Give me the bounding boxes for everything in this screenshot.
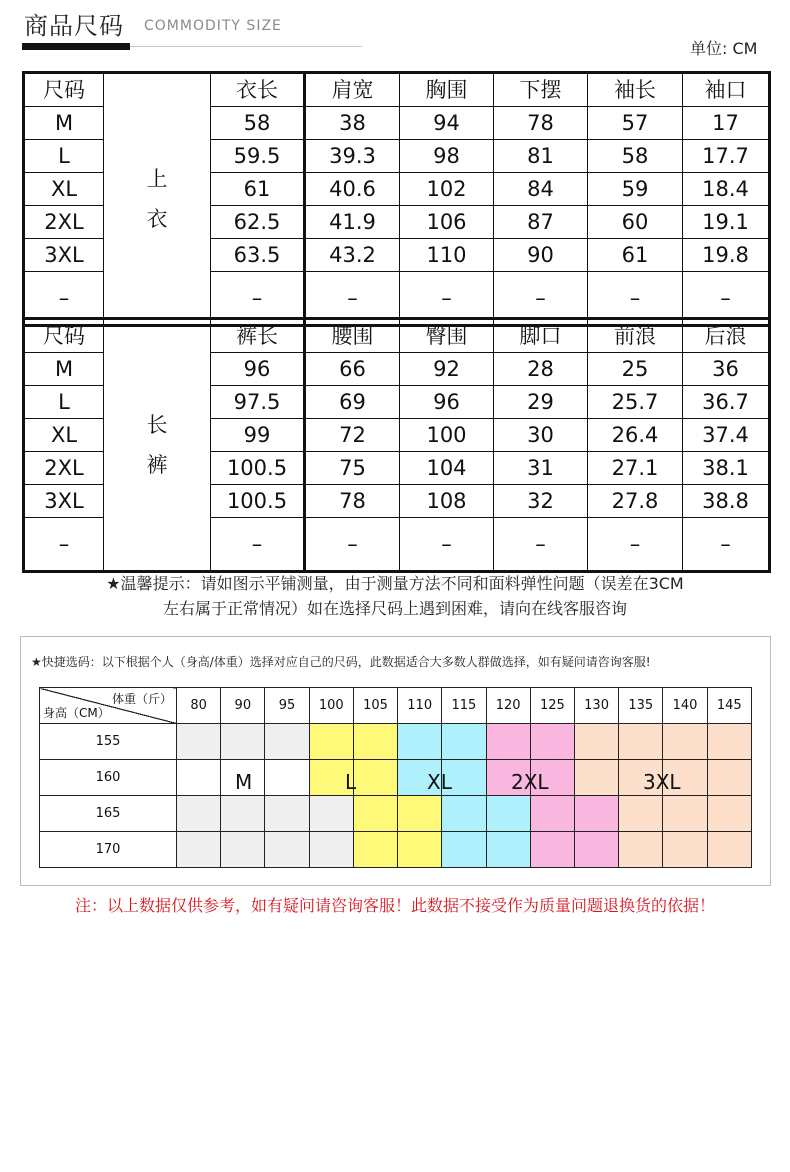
grid-cell (353, 832, 397, 868)
value-cell: – (305, 518, 400, 572)
grid-cell (707, 796, 751, 832)
value-cell: – (683, 272, 770, 326)
weight-axis-label: 体重（斤） (111, 692, 172, 706)
value-cell: 26.4 (588, 419, 683, 452)
size-cell: 2XL (24, 452, 104, 485)
category-char: 上 (146, 167, 168, 191)
tip-line-1: ★温馨提示：请如图示平铺测量，由于测量方法不同和面料弹性问题（误差在3CM (106, 574, 684, 593)
weight-header-cell: 135 (619, 688, 663, 724)
grid-cell (177, 796, 221, 832)
tip-line-2: 左右属于正常情况）如在选择尺码上遇到困难，请向在线客服咨询 (162, 599, 627, 618)
page-subtitle: COMMODITY SIZE (144, 18, 282, 34)
weight-header-cell: 100 (309, 688, 353, 724)
grid-cell (486, 832, 530, 868)
size-column-header: 尺码 (24, 319, 104, 353)
grid-cell (574, 760, 618, 796)
size-cell: M (24, 107, 104, 140)
corner-cell (40, 688, 177, 724)
grid-cell (353, 796, 397, 832)
size-cell: XL (24, 173, 104, 206)
weight-header-cell: 110 (398, 688, 442, 724)
weight-header-cell: 80 (177, 688, 221, 724)
category-cell (104, 319, 211, 572)
category-char: 裤 (146, 453, 168, 477)
page-title: 商品尺码 (24, 12, 124, 40)
weight-header-cell: 130 (574, 688, 618, 724)
grid-cell (398, 832, 442, 868)
value-cell: 36 (683, 353, 770, 386)
table-header-row (24, 73, 770, 107)
height-header-cell: 170 (40, 832, 177, 868)
column-header: 袖口 (683, 73, 770, 107)
value-cell: 36.7 (683, 386, 770, 419)
column-header: 衣长 (211, 73, 305, 107)
value-cell: 72 (305, 419, 400, 452)
value-cell: 78 (494, 107, 588, 140)
grid-cell (177, 760, 221, 796)
disclaimer-note: 注：以上数据仅供参考，如有疑问请咨询客服！此数据不接受作为质量问题退换货的依据！ (74, 896, 715, 915)
value-cell: 32 (494, 485, 588, 518)
height-row (40, 832, 752, 868)
value-cell: 106 (400, 206, 494, 239)
height-axis-label: 身高（CM） (43, 706, 110, 720)
grid-cell (663, 796, 707, 832)
value-cell: 30 (494, 419, 588, 452)
value-cell: 92 (400, 353, 494, 386)
value-cell: 100.5 (211, 485, 305, 518)
grid-cell (619, 796, 663, 832)
column-header: 袖长 (588, 73, 683, 107)
value-cell: 29 (494, 386, 588, 419)
column-header: 臀围 (400, 319, 494, 353)
top-size-table (22, 71, 771, 327)
size-cell: L (24, 386, 104, 419)
grid-cell (707, 724, 751, 760)
value-cell: 19.1 (683, 206, 770, 239)
size-cell: 3XL (24, 485, 104, 518)
column-header: 胸围 (400, 73, 494, 107)
value-cell: 38.1 (683, 452, 770, 485)
grid-cell (707, 760, 751, 796)
column-header: 腰围 (305, 319, 400, 353)
value-cell: 59.5 (211, 140, 305, 173)
grid-cell (574, 724, 618, 760)
grid-cell (663, 832, 707, 868)
grid-cell (530, 724, 574, 760)
value-cell: 17.7 (683, 140, 770, 173)
value-cell: 61 (588, 239, 683, 272)
value-cell: – (211, 272, 305, 326)
value-cell: 18.4 (683, 173, 770, 206)
value-cell: 96 (211, 353, 305, 386)
value-cell: 63.5 (211, 239, 305, 272)
value-cell: – (588, 518, 683, 572)
weight-header-cell: 125 (530, 688, 574, 724)
size-label-m: M (235, 770, 253, 794)
grid-cell (177, 832, 221, 868)
value-cell: 84 (494, 173, 588, 206)
grid-cell (442, 724, 486, 760)
category-char: 长 (146, 413, 168, 437)
grid-cell (442, 832, 486, 868)
value-cell: – (494, 518, 588, 572)
grid-cell (574, 832, 618, 868)
value-cell: – (494, 272, 588, 326)
value-cell: 100.5 (211, 452, 305, 485)
quick-size-note: ★快捷选码：以下根据个人（身高/体重）选择对应自己的尺码，此数据适合大多数人群做选择，如有疑问请咨询客服! (31, 655, 651, 669)
size-cell: M (24, 353, 104, 386)
height-header-cell: 155 (40, 724, 177, 760)
value-cell: 28 (494, 353, 588, 386)
value-cell: 62.5 (211, 206, 305, 239)
value-cell: 59 (588, 173, 683, 206)
value-cell: 19.8 (683, 239, 770, 272)
weight-header-cell: 120 (486, 688, 530, 724)
value-cell: 31 (494, 452, 588, 485)
grid-cell (221, 724, 265, 760)
value-cell: 75 (305, 452, 400, 485)
value-cell: 40.6 (305, 173, 400, 206)
column-header: 脚口 (494, 319, 588, 353)
value-cell: 60 (588, 206, 683, 239)
column-header: 后浪 (683, 319, 770, 353)
weight-header-cell: 115 (442, 688, 486, 724)
value-cell: 94 (400, 107, 494, 140)
value-cell: 66 (305, 353, 400, 386)
grid-cell (707, 832, 751, 868)
value-cell: 81 (494, 140, 588, 173)
value-cell: 108 (400, 485, 494, 518)
value-cell: 43.2 (305, 239, 400, 272)
column-header: 前浪 (588, 319, 683, 353)
weight-header-cell: 145 (707, 688, 751, 724)
size-cell: 2XL (24, 206, 104, 239)
value-cell: 97.5 (211, 386, 305, 419)
value-cell: 37.4 (683, 419, 770, 452)
grid-cell (663, 724, 707, 760)
size-cell: XL (24, 419, 104, 452)
grid-cell (486, 796, 530, 832)
size-cell: – (24, 518, 104, 572)
category-char: 衣 (146, 207, 168, 231)
grid-cell (177, 724, 221, 760)
title-underline-bar (22, 43, 130, 50)
value-cell: 17 (683, 107, 770, 140)
value-cell: 104 (400, 452, 494, 485)
grid-cell (398, 724, 442, 760)
title-divider-line (130, 46, 362, 47)
value-cell: 90 (494, 239, 588, 272)
value-cell: 98 (400, 140, 494, 173)
grid-cell (353, 760, 397, 796)
weight-header-cell: 95 (265, 688, 309, 724)
grid-cell (398, 796, 442, 832)
height-row (40, 724, 752, 760)
value-cell: 39.3 (305, 140, 400, 173)
weight-header-row (40, 688, 752, 724)
value-cell: 100 (400, 419, 494, 452)
grid-cell (221, 796, 265, 832)
value-cell: 110 (400, 239, 494, 272)
size-cell: – (24, 272, 104, 326)
column-header: 裤长 (211, 319, 305, 353)
grid-cell (619, 832, 663, 868)
value-cell: 57 (588, 107, 683, 140)
value-cell: 41.9 (305, 206, 400, 239)
value-cell: 38 (305, 107, 400, 140)
column-header: 肩宽 (305, 73, 400, 107)
table-header-row (24, 319, 770, 353)
value-cell: 27.1 (588, 452, 683, 485)
weight-header-cell: 140 (663, 688, 707, 724)
value-cell: 87 (494, 206, 588, 239)
size-column-header: 尺码 (24, 73, 104, 107)
column-header: 下摆 (494, 73, 588, 107)
height-header-cell: 160 (40, 760, 177, 796)
value-cell: 25.7 (588, 386, 683, 419)
value-cell: 69 (305, 386, 400, 419)
value-cell: 102 (400, 173, 494, 206)
grid-cell (265, 760, 309, 796)
size-label-xl: XL (427, 770, 452, 794)
unit-label: 单位: CM (690, 39, 758, 58)
size-label-2xl: 2XL (511, 770, 549, 794)
height-header-cell: 165 (40, 796, 177, 832)
weight-header-cell: 105 (353, 688, 397, 724)
size-label-l: L (345, 770, 357, 794)
value-cell: – (588, 272, 683, 326)
grid-cell (353, 724, 397, 760)
grid-cell (309, 796, 353, 832)
size-label-3xl: 3XL (643, 770, 681, 794)
grid-cell (221, 832, 265, 868)
bottom-size-table (22, 317, 771, 573)
value-cell: 27.8 (588, 485, 683, 518)
value-cell: – (305, 272, 400, 326)
value-cell: – (400, 272, 494, 326)
grid-cell (619, 724, 663, 760)
grid-cell (530, 796, 574, 832)
height-row (40, 796, 752, 832)
grid-cell (530, 832, 574, 868)
grid-cell (486, 724, 530, 760)
size-cell: 3XL (24, 239, 104, 272)
value-cell: 25 (588, 353, 683, 386)
value-cell: – (211, 518, 305, 572)
value-cell: 38.8 (683, 485, 770, 518)
value-cell: 61 (211, 173, 305, 206)
grid-cell (574, 796, 618, 832)
value-cell: – (683, 518, 770, 572)
weight-header-cell: 90 (221, 688, 265, 724)
grid-cell (309, 832, 353, 868)
size-cell: L (24, 140, 104, 173)
grid-cell (265, 724, 309, 760)
value-cell: 96 (400, 386, 494, 419)
value-cell: 78 (305, 485, 400, 518)
category-cell (104, 73, 211, 326)
grid-cell (265, 796, 309, 832)
value-cell: 58 (211, 107, 305, 140)
value-cell: 99 (211, 419, 305, 452)
grid-cell (265, 832, 309, 868)
grid-cell (442, 796, 486, 832)
value-cell: 58 (588, 140, 683, 173)
grid-cell (309, 724, 353, 760)
quick-size-panel (20, 636, 771, 886)
value-cell: – (400, 518, 494, 572)
